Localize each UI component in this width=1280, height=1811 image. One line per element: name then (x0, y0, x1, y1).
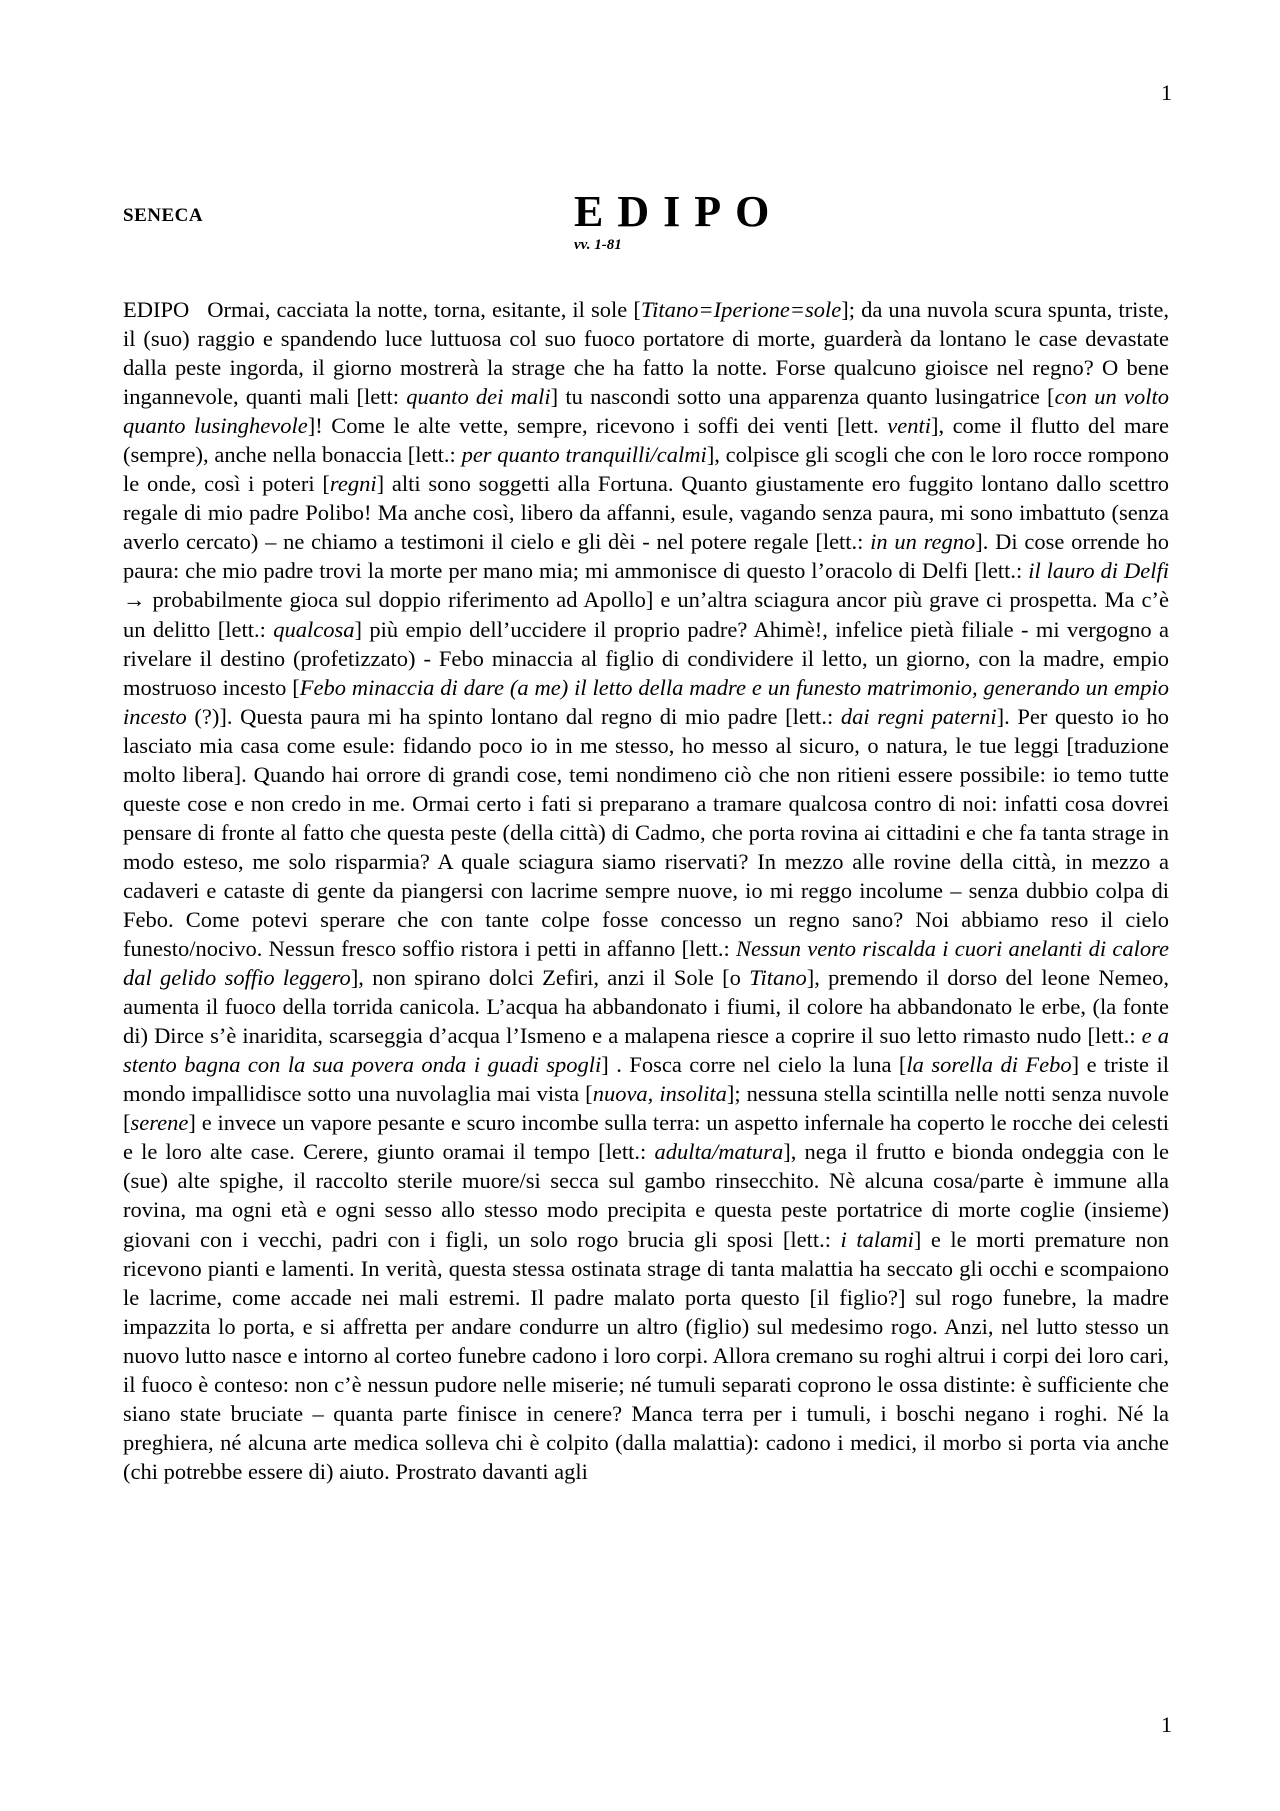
text-segment: ], premendo il dorso del leone Nemeo, aumenta il fuoco della torrida canicola. L’acqua ha abbandonato i fiumi, il colore ha abbandonato le erbe, (la fonte di) Dirce s’è inaridita, scarseggia d’acqua l’Ismeno e a malapena riesce a coprire il suo letto rimasto nudo [lett.: (123, 965, 1169, 1049)
text-segment: ]! Come le alte vette, sempre, ricevono i soffi dei venti [lett. (307, 413, 888, 439)
italic-gloss: la sorella di Febo (906, 1052, 1072, 1078)
text-segment: ], non spirano dolci Zefiri, anzi il Sole [o (350, 965, 750, 991)
italic-gloss: adulta/matura (654, 1139, 784, 1165)
italic-gloss: Nessun vento riscalda i cuori anelanti di calore dal gelido soffio leggero (123, 936, 1169, 991)
text-segment: ]. Per questo io ho lasciato mia casa come esule: fidando poco io in me stesso, ho messo al sicuro, o natura, le tue leggi [traduzione molto libera]. Quando hai orrore di grandi cose, temi nondimeno ciò che non ritieni essere possibile: io temo tutte queste cose e non credo in me. Ormai certo i fati si preparano a tramare qualcosa contro di noi: infatti cosa dovrei pensare di fronte al fatto che questa peste (della città) di Cadmo, che porta rovina ai cittadini e che fa tanta strage in modo esteso, me solo risparmia? A quale sciagura siamo riservati? In mezzo alle rovine della città, in mezzo a cadaveri e cataste di gente da piangersi con lacrime sempre nuove, io mi reggo incolume – senza dubbio colpa di Febo. Come potevi sperare che con tante colpe fosse concesso un regno sano? Noi abbiamo reso il cielo funesto/nocivo. Nessun fresco soffio ristora i petti in affanno [lett.: (123, 703, 1169, 962)
text-segment: ]; da una nuvola scura spunta, triste, il (suo) raggio e spandendo luce luttuosa col suo fuoco portatore di morte, guarderà da lontano le case devastate dalla peste ingorda, il giorno mostrerà la strage che ha fatto la notte. Forse qualcuno gioisce nel regno? O bene ingannevole, quanti mali [lett: (123, 297, 1169, 410)
text-segment: ] e triste il mondo impallidisce sotto una nuvolaglia mai vista [ (123, 1052, 1169, 1107)
text-segment: ] alti sono soggetti alla Fortuna. Quanto giustamente ero fuggito lontano dallo scettro regale di mio padre Polibo! Ma anche così, libero da affanni, esule, vagando senza paura, mi sono imbattuto (senza averlo cercato) – ne chiamo a testimoni il cielo e gli dèi - nel potere regale [lett.: (123, 471, 1169, 555)
italic-gloss: Febo minaccia di dare (a me) il letto della madre e un funesto matrimonio, generando un empio incesto (123, 674, 1169, 729)
italic-gloss: qualcosa (273, 616, 355, 642)
text-segment: ]. Di cose orrende ho paura: che mio padre trovi la morte per mano mia; mi ammonisce di questo l’oracolo di Delfi [lett.: (123, 529, 1170, 584)
italic-gloss: Titano=Iperione=sole (640, 297, 842, 322)
text-segment: ] tu nascondi sotto una apparenza quanto lusingatrice [ (550, 384, 1055, 410)
text-segment: ], nega il frutto e bionda ondeggia con le (sue) alte spighe, il raccolto sterile muore/si secca sul gambo rinsecchito. Nè alcuna cosa/parte è immune alla rovina, ma ogni età e ogni sesso allo stesso modo precipita e questa peste portatrice di morte coglie (insieme) giovani con i vecchi, padri con i figli, un solo rogo brucia gli sposi [lett.: (123, 1139, 1169, 1252)
text-segment: ] più empio dell’uccidere il proprio padre? Ahimè!, infelice pietà filiale - mi vergogno a rivelare il destino (profetizzato) - Febo minaccia al figlio di condividere il letto, un giorno, con la madre, empio mostruoso incesto [ (123, 616, 1169, 700)
text-segment: Ormai, cacciata la notte, torna, esitante, il sole [ (207, 297, 641, 322)
italic-gloss: e a stento bagna con la sua povera onda i guadi spogli (123, 1023, 1169, 1078)
text-segment: ]; nessuna stella scintilla nelle notti senza nuvole [ (123, 1081, 1169, 1136)
page-number-bottom: 1 (1161, 1712, 1172, 1737)
italic-gloss: in un regno (870, 529, 976, 555)
verse-range: vv. 1-81 (574, 237, 622, 253)
text-segment: ] e le morti premature non ricevono pianti e lamenti. In verità, questa stessa ostinata strage di tanta malattia ha seccato gli occhi e scompaiono le lacrime, come accade nei mali estremi. Il padre malato porta questo [il figlio?] sul rogo funebre, la madre impazzita lo porta, e si affretta per andare condurre un altro (figlio) sul medesimo rogo. Anzi, nel lutto stesso un nuovo lutto nasce e intorno al corteo funebre cadono i loro corpi. Allora cremano su roghi altrui i corpi dei loro cari, il fuoco è conteso: non c’è nessun pudore nelle miserie; né tumuli separati coprono le ossa distinte: è sufficiente che siano state bruciate – quanta parte finisce in cenere? Manca terra per i tumuli, i boschi negano i roghi. Né la preghiera, né alcuna arte medica solleva chi è colpito (dalla malattia): cadono i medici, il morbo si porta via anche (chi potrebbe essere di) aiuto. Prostrato davanti agli (123, 1226, 1169, 1484)
italic-gloss: per quanto tranquilli/calmi (461, 442, 707, 468)
text-segment: ], colpisce gli scogli che con le loro rocce rompono le onde, così i poteri [ (123, 442, 1169, 497)
document-title: EDIPO (574, 187, 784, 236)
italic-gloss: i talami (840, 1226, 914, 1252)
italic-gloss: nuova, insolita (592, 1081, 727, 1107)
text-segment: (?)]. Questa paura mi ha spinto lontano dal regno di mio padre [lett.: (186, 703, 841, 729)
italic-gloss: serene (130, 1110, 189, 1136)
body-paragraph (123, 295, 1169, 1486)
text-segment: ] . Fosca corre nel cielo la luna [ (601, 1052, 907, 1078)
italic-gloss: dai regni paterni (840, 703, 997, 729)
italic-gloss: con un volto quanto lusinghevole (123, 384, 1169, 439)
italic-gloss: venti (887, 413, 931, 439)
page-number-top: 1 (1161, 80, 1172, 105)
italic-gloss: regni (329, 471, 377, 497)
text-segment: ], come il flutto del mare (sempre), anche nella bonaccia [lett.: (123, 413, 1169, 468)
text-segment: ] e invece un vapore pesante e scuro incombe sulla terra: un aspetto infernale ha coperto le rocche dei celesti e le loro alte case. Cerere, giunto oramai il tempo [lett.: (123, 1110, 1169, 1165)
speaker-name: EDIPO (123, 297, 190, 322)
italic-gloss: quanto dei mali (406, 384, 551, 410)
author-name: SENECA (123, 205, 204, 226)
italic-gloss: il lauro di Delfi (1028, 558, 1169, 584)
italic-gloss: Titano (749, 965, 807, 991)
text-segment: → probabilmente gioca sul doppio riferimento ad Apollo] e un’altra sciagura ancor più grave ci prospetta. Ma c’è un delitto [lett.: (123, 587, 1169, 642)
